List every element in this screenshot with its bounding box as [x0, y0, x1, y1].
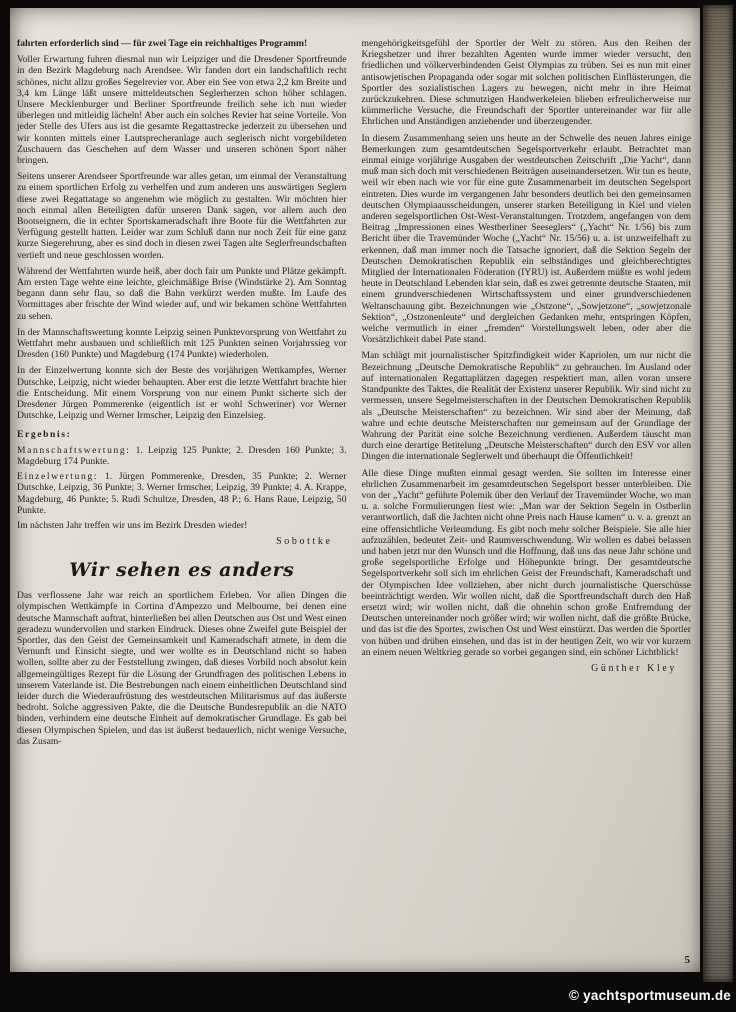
- paragraph: In der Einzelwertung konnte sich der Beste des vorjährigen Wettkampfes, Werner Dutschke, Leipzig, nicht wieder behaupten. Aber erst die letzte Wettfahrt brachte hier die Entscheidung. Mit einem Vorsprung von nur einem Punkt sicherte sich der Dresdener Jürgen Pommerenke (eigentlich ist er wohl Schweriner) vor Werner Dutschke, Leipzig und Werner Irmscher, Leipzig den Einzelsieg.: [17, 365, 347, 422]
- watermark: [569, 988, 731, 1003]
- paragraph: Das verflossene Jahr war reich an sportlichem Erleben. Vor allen Dingen die olympischen Wettkämpfe in Cortina d'Ampezzo und Melbourne, bei denen eine deutsche Mannschaft auftrat, hinterließen bei allen Deutschen aus Ost und West einen geradezu wundervollen und starken Eindruck. Dieses ohne Zweifel gute Beispiel der Sportler, das den Geist der Gemeinsamkeit und Kameradschaft atmete, in dem die Vernunft und Einsicht siegte, und wer wollte es in Deutschland nicht so haben wollen, sollte aber zu der Feststellung zwingen, daß dieses Vorbild noch absolut kein allgemeingültiges Rezept für die Lösung der Grundfragen des politischen Lebens in unserem Vaterlande ist. Die Bestrebungen nach einem einheitlichen Deutschland sind leider durch die Wiederaufrüstung des westdeutschen Militarismus auf das äußerste bedroht. Solche aggressiven Pakte, die die Deutsche Bundesrepublik an die NATO binden, verhindern eine deutsche Einheit auf demokratischer Grundlage. Es gab bei diesen Olympischen Spielen, und das ist äußerst bedauerlich, nicht wenige Versuche, das Zusam-: [17, 590, 347, 747]
- paragraph: Alle diese Dinge mußten einmal gesagt werden. Sie sollten im Interesse einer ehrlichen Zusammenarbeit im gesamtdeutschen Segelsport besser unterbleiben. Die von der „Yacht“ geführte Polemik über den Verlauf der Travemünder Woche, wo man u. a. solche Formulierungen liest wie: „Man war der Sektion Segeln in Ostberlin verantwortlich, daß die Jachten nicht ohne Preis nach Hause kamen“ u. v. a. grenzt an eine offensichtliche Verleumdung. Es gibt noch mehr solcher Beispiele. Sie alle hier aufzuzählen, bedeutet Zeit- und Raumverschwendung. Wir wollen es dabei belassen und haben jetzt nur den Wunsch und die Hoffnung, daß uns das neue Jahr schöne und große segelsportliche Erfolge und Höhepunkte bringt. Der gesamtdeutsche Segelsportverkehr soll sich im ehrlichen Geist der Freundschaft, Kameradschaft und der Olympischen Idee vollziehen, aber nicht durch journalistische Querschüsse beeinträchtigt werden. Wir wollen nicht, daß die Sportfreundschaft durch den Haß ersetzt wird; wir wollen nicht, daß die ohnehin schon große Entfremdung der Deutschen untereinander noch größer wird; wir wollen nicht, daß die größte Brücke, und das ist die des Sportes, zwischen Ost und West einstürzt. Das werden die Sportler von hüben und drüben einsehen, und das ist in der heutigen Zeit, wo wir vor kurzem an einem neuen Weltkrieg gerade so vorbei gegangen sind, ein schöner Lichtblick!: [361, 467, 691, 658]
- paragraph: Man schlägt mit journalistischer Spitzfindigkeit wider Kapriolen, um nur nicht die Bezeichnung „Deutsche Demokratische Republik“ zu gebrauchen. Im Ausland oder auf internationalen Regattaplätzen dagegen respektiert man, allen voran unsere Standpunkte des Taktes, die Realität der Existenz unserer Republik. Wir sind nicht zu vermessen, unsere Segelmeisterschaften in der Deutschen Demokratischen Republik als „Deutsche Meisterschaften“ zu bezeichnen. Wir sind aber der Meinung, daß wahre und echte deutsche Meisterschaften nur gemeinsam auf der Grundlage der Wahrung der Parität eine solche Bezeichnung verdienen. Außerdem täuscht man durch eine derartige Betitelung „Deutsche Meisterschaften“ durch den ESV vor allen Dingen die internationale Seglerwelt und überhaupt die Öffentlichkeit!: [361, 350, 691, 463]
- paragraph: Im nächsten Jahr treffen wir uns im Bezirk Dresden wieder!: [17, 519, 248, 531]
- copyright-icon: ©: [569, 988, 580, 1003]
- paragraph: In diesem Zusammenhang seien uns heute an der Schwelle des neuen Jahres einige Bemerkungen zum gesamtdeutschen Segelsportverkehr erlaubt. Betrachtet man einmal einige vorjährige Ausgaben der westdeutschen Zeitschrift „Die Yacht“, dann muß man sich doch mit verschiedenen Beiträgen auseinandersetzen. Wir tun es heute, weil wir eben nach wie vor für eine gute Zusammenarbeit im deutschen Segelsport eintreten. Dies wurde im vergangenen Jahr besonders deutlich bei den gemeinsamen deutschen Olympiaausscheidungen, unserer starken Beteiligung in Kiel und vielen anderen segelsportlichen Ost-West-Veranstaltungen. Trotzdem, angefangen von dem Beitrag „Impressionen eines Westberliner Seeseglers“ („Yacht“ Nr. 1/56) bis zum Bericht über die Travemünder Woche („Yacht“ Nr. 15/56) u. a. ist unzweifelhaft zu erkennen, daß man immer noch die Tatsache ignoriert, daß die Sektion Segeln der Deutschen Demokratischen Republik ein selbständiges und gleichberechtigtes Mitglied der Internationalen Föderation (IYRU) ist. Außerdem müßte es wohl jedem heute in Deutschland Lebenden klar sein, daß es zwei getrennte deutsche Staaten, mit einem grundverschiedenen Wirtschaftssystem und einer grundverschiedenen Weltanschauung gibt. Bezeichnungen wie „Ostzone“, „Sowjetzone“, „sowjetzonale Sektion“, „Ostzonenleute“ und dergleichen Gedanken mehr, entspringen Köpfen, welche vermutlich in einer „fremden“ Vorstellungswelt leben, oder aber die Vorsätzlichkeit dabei Pate stand.: [361, 132, 691, 346]
- article-title: Wir sehen es anders: [69, 559, 295, 582]
- single-results-text: 1. Jürgen Pommerenke, Dresden, 35 Punkte; 2. Werner Dutschke, Leipzig, 36 Punkte; 3. Werner Irmscher, Leipzig, 39 Punkte; 4. A. Krappe, Magdeburg, 46 Punkte; 5. Rudi Schultze, Dresden, 48 P.; 6. Hans Raue, Leipzig, 50 Punkte.: [17, 471, 347, 516]
- paragraph: Während der Wettfahrten wurde heiß, aber doch fair um Punkte und Plätze gekämpft. Am ersten Tage wehte eine leichte, gleichmäßige Brise (Windstärke 2). Am Sonntag begann dann sehr flau, so daß die Bahn verkürzt werden mußte. Im Laufe des Vormittages aber frischte der Wind wieder auf, und wir bekamen schöne Wettfahrten zu sehen.: [17, 265, 347, 322]
- team-results: [17, 445, 347, 467]
- author-signature: Sobottke: [276, 536, 333, 548]
- team-results-label: Mannschaftswertung:: [17, 444, 131, 456]
- paragraph: In der Mannschaftswertung konnte Leipzig seinen Punktevorsprung von Wettfahrt zu Wettfahrt mehr ausbauen und schließlich mit 125 Punkten seinen Vorjahrssieg vor Dresden (160 Punkte) und Magdeburg (174 Punkte) wiederholen.: [17, 326, 347, 361]
- page-number: 5: [684, 954, 690, 966]
- single-results: [17, 471, 347, 516]
- text-columns: [10, 8, 700, 752]
- magazine-page: [10, 8, 700, 972]
- left-column: [17, 38, 347, 752]
- book-page-edges: [703, 5, 733, 982]
- watermark-text: yachtsportmuseum.de: [583, 988, 731, 1003]
- paragraph: Seitens unserer Arendseer Sportfreunde war alles getan, um einmal der Veranstaltung zu einem sportlichen Erfolg zu verhelfen und zum anderen uns auswärtigen Seglern diese zwei Regattatage so angenehm wie möglich zu gestalten. Wir möchten hier noch einmal allen Beteiligten dafür unseren Dank sagen, vor allem auch den Bootseignern, die in echter Sportskameradschaft ihre Boote für die Wettfahrten zur Verfügung gestellt hatten. Leider war zum Schluß dann nur noch Zeit für eine ganz kurze Siegerehrung, aber es sind doch in diesen zwei Tagen alte Seglerfreundschaften vertieft und neue geschlossen worden.: [17, 171, 347, 261]
- right-column: [362, 38, 692, 752]
- paragraph: mengehörigkeitsgefühl der Sportler der Welt zu stören. Aus den Reihen der Kriegshetzer und ihrer bezahlten Agenten wurde immer wieder versucht, den friedlichen und völkerverbindenden Geist Olympias zu trüben. Sei es nun mit einer antisowjetischen Propaganda oder sogar mit solchen politischen Einflüsterungen, die Sportler des sozialistischen Lagers zu bewegen, nicht mehr in ihre Heimat zurückzukehren. Diese schmutzigen Handwerkeleien blieben erfreulicherweise nur kümmerliche Versuche, die Freundschaft der Sportler untereinander war für alle Ehrlichen und Anständigen anziehender und überzeugender.: [361, 38, 691, 128]
- author-signature: Günther Kley: [591, 662, 677, 674]
- single-results-label: Einzelwertung:: [17, 471, 99, 483]
- team-results-text: 1. Leipzig 125 Punkte; 2. Dresden 160 Punkte; 3. Magdeburg 174 Punkte.: [17, 444, 347, 467]
- paragraph: Voller Erwartung fuhren diesmal nun wir Leipziger und die Dresdener Sportfreunde in den Bezirk Magdeburg nach Arendsee. Wir fanden dort ein landschaftlich recht schönes, nicht allzu großes Segelrevier vor. Aber ein See von etwa 2,2 km Breite und 3,4 km Länge läßt unsere mitteldeutschen Seglerherzen schon höher schlagen. Unsere Mecklenburger und Berliner Sportfreunde freilich sehe ich nun wieder überlegen und mitleidig lächeln! Aber auch ein solches Revier hat seine Vorteile. Von jeder Stelle des Ufers aus ist die gesamte Regattastrecke jederzeit zu übersehen und wir konnten mittels einer Lautsprecheranlage auch seglerisch nicht vorgebildeten Zuschauern das Geschehen auf dem Wasser und unseren schönen Sport näher bringen.: [17, 54, 347, 167]
- paragraph-lead: fahrten erforderlich sind — für zwei Tage ein reichhaltiges Programm!: [17, 38, 308, 49]
- results-heading: Ergebnis:: [17, 428, 72, 440]
